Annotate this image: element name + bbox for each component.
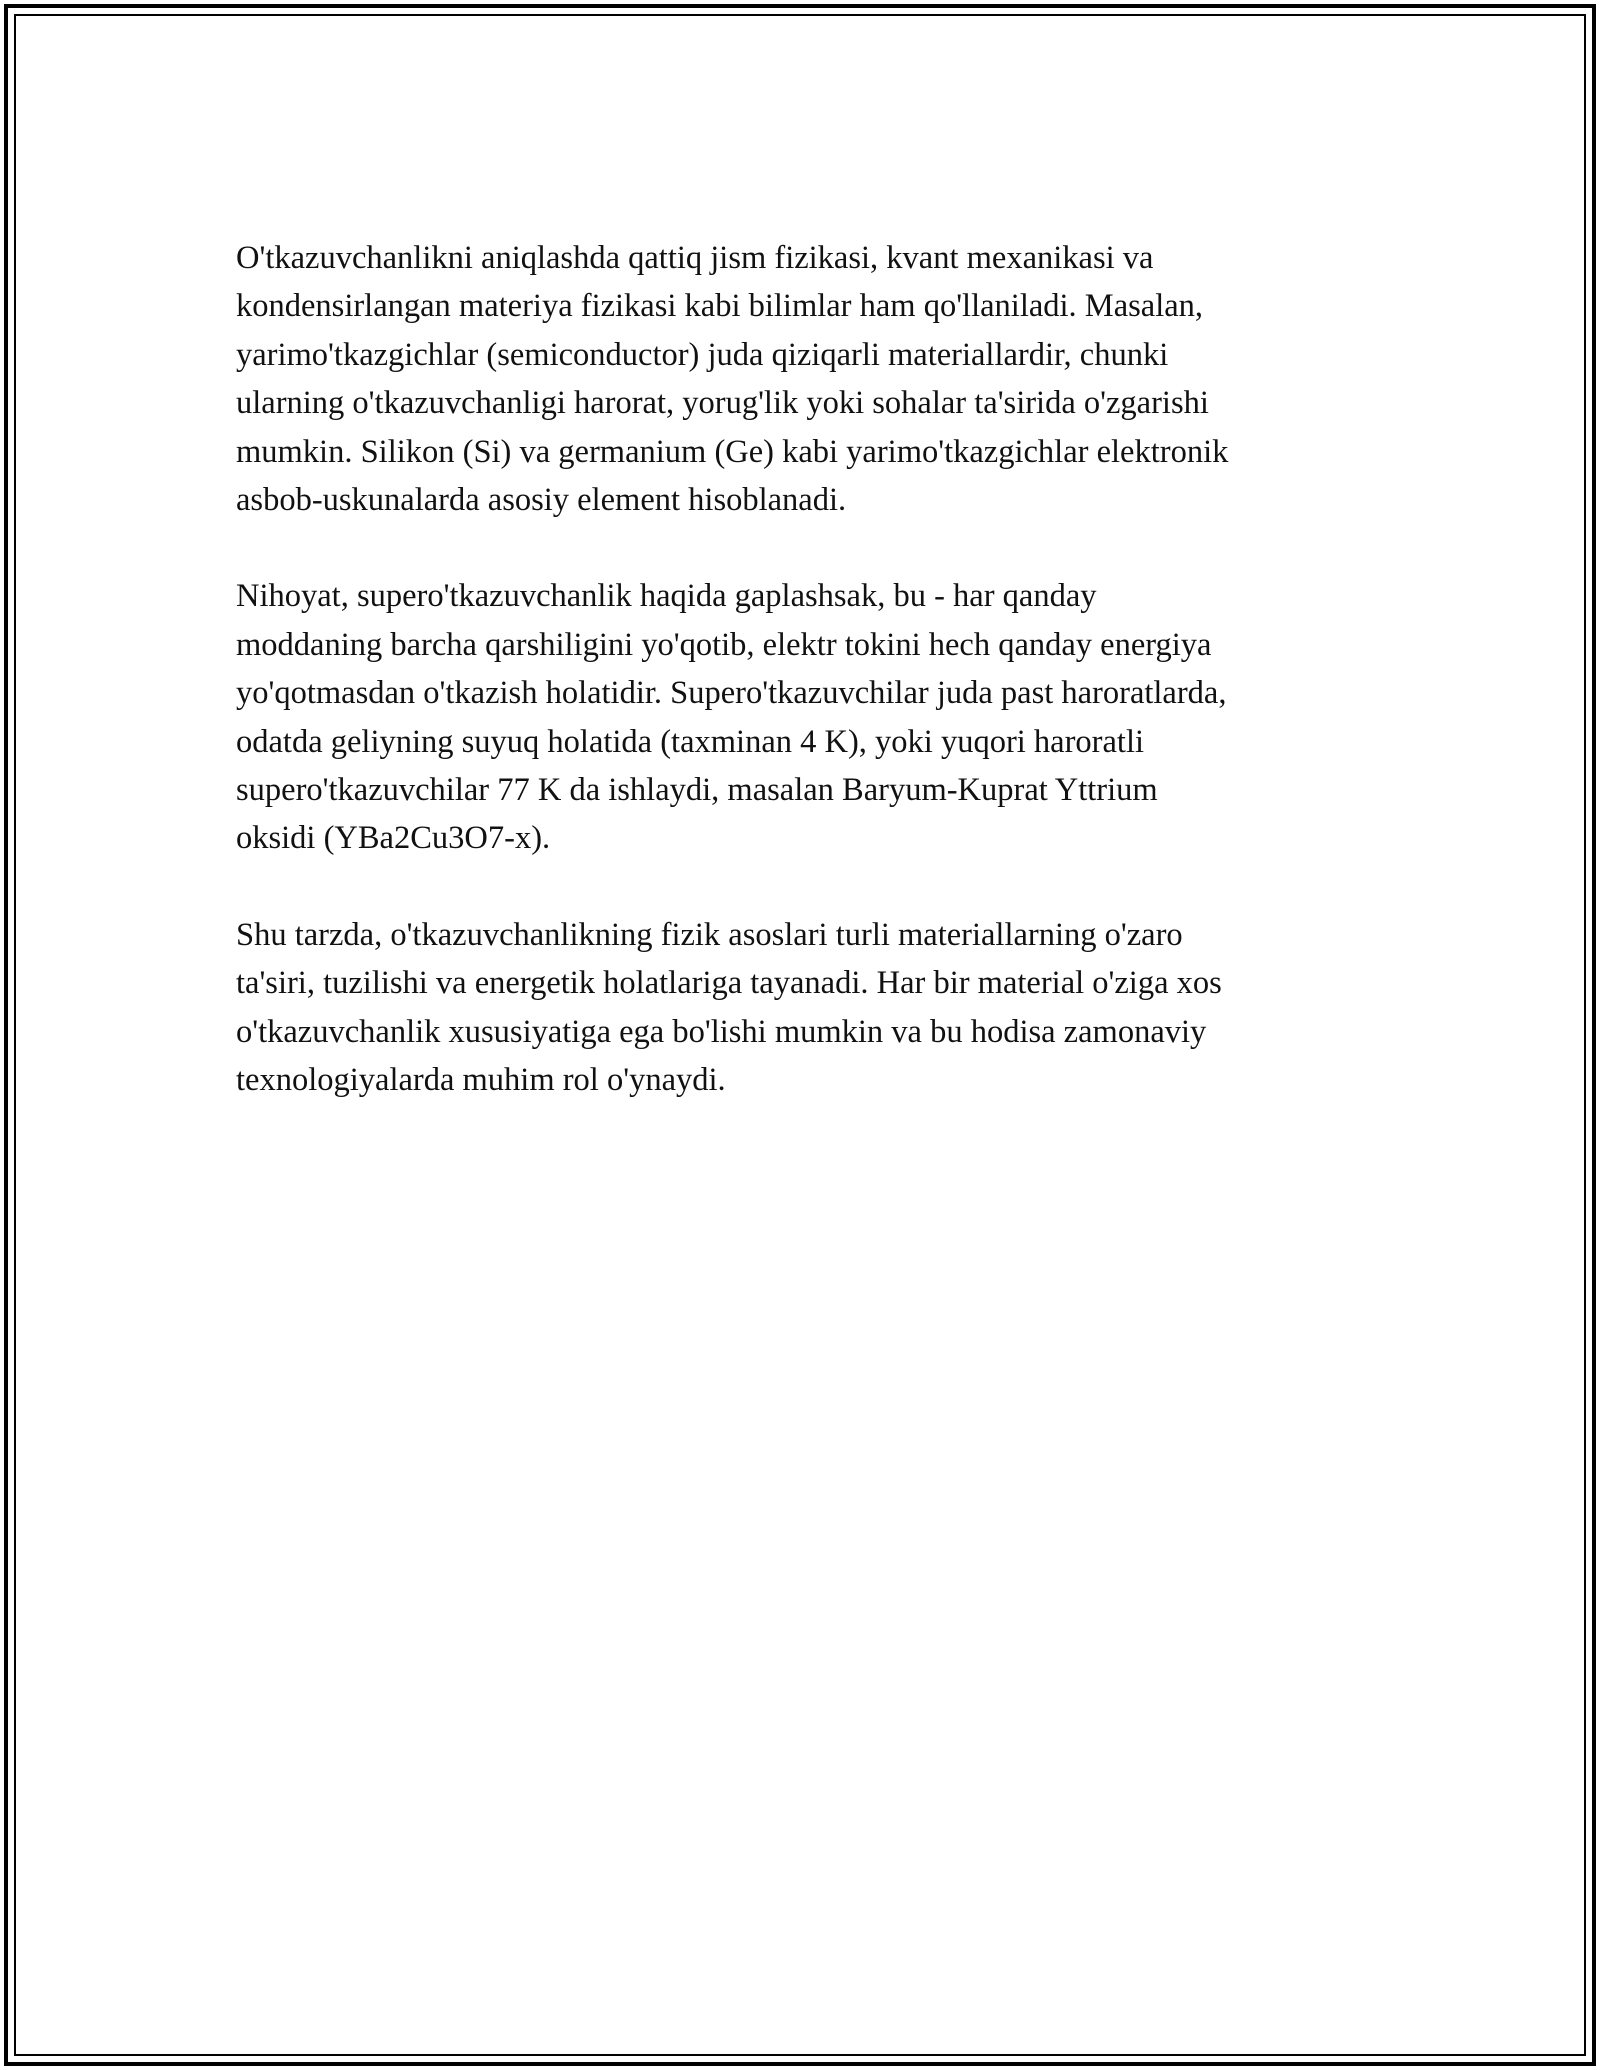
document-body — [236, 234, 1366, 1153]
paragraph-conductivity-semiconductors: O'tkazuvchanlikni aniqlashda qattiq jism fizikasi, kvant mexanikasi va kondensirlangan materiya fizikasi kabi bilimlar ham qo'llaniladi. Masalan, yarimo'tkazgichlar (semiconductor) juda qiziqarli materiallardir, chunki ularning o'tkazuvchanligi harorat, yorug'lik yoki sohalar ta'sirida o'zgarishi mumkin. Silikon (Si) va germanium (Ge) kabi yarimo'tkazgichlar elektronik asbob-uskunalarda asosiy element hisoblanadi. — [236, 240, 1229, 519]
paragraph-superconductivity: Nihoyat, supero'tkazuvchanlik haqida gaplashsak, bu - har qanday moddaning barcha qarshiligini yo'qotib, elektr tokini hech qanday energiya yo'qotmasdan o'tkazish holatidir. Supero'tkazuvchilar juda past haroratlarda, odatda geliyning suyuq holatida (taxminan 4 K), yoki yuqori haroratli supero'tkazuvchilar 77 K da ishlaydi, masalan Baryum-Kuprat Yttrium oksidi (YBa2Cu3O7-x). — [236, 578, 1227, 857]
paragraph-conclusion: Shu tarzda, o'tkazuvchanlikning fizik asoslari turli materiallarning o'zaro ta'siri, tuzilishi va energetik holatlariga tayanadi. Har bir material o'ziga xos o'tkazuvchanlik xususiyatiga ega bo'lishi mumkin va bu hodisa zamonaviy texnologiyalarda muhim rol o'ynaydi. — [236, 916, 1222, 1099]
